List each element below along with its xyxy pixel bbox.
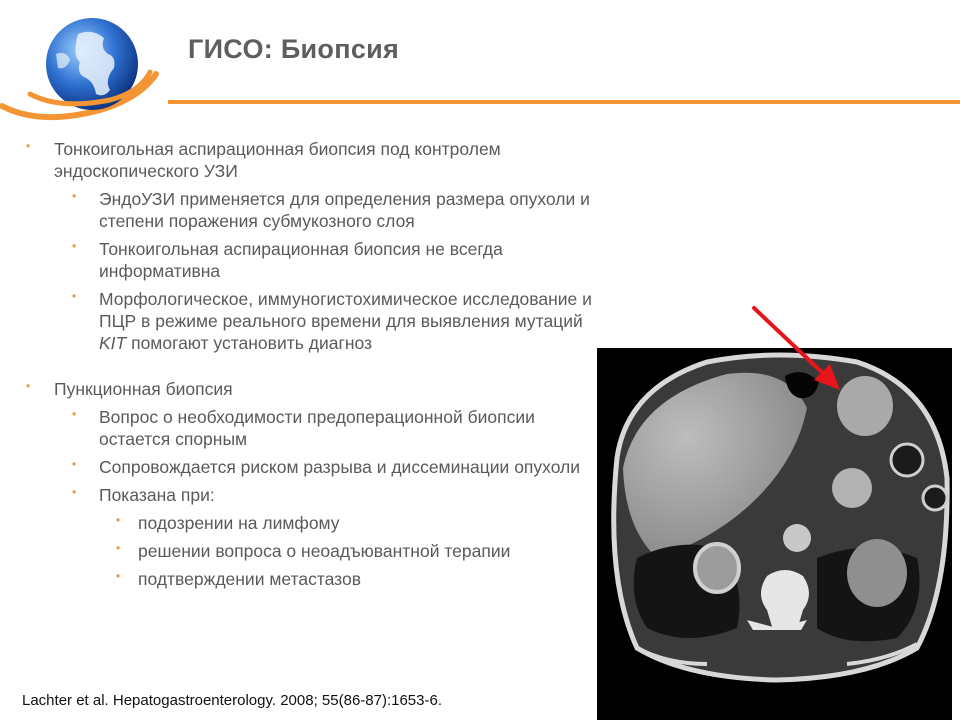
bullet-icon: • <box>26 379 31 393</box>
list-item <box>26 288 596 354</box>
list-item-text: подтверждении метастазов <box>138 569 362 589</box>
list-item-text: Тонкоигольная аспирационная биопсия не всегда информативна <box>99 239 503 281</box>
bullet-icon: • <box>72 407 77 421</box>
list-item-text: подозрении на лимфому <box>138 513 340 533</box>
list-item-text: Вопрос о необходимости предоперационной биопсии остается спорным <box>99 407 535 449</box>
list-item-text: Пункционная биопсия <box>54 379 233 399</box>
content-body <box>26 138 596 596</box>
list-item-text-before: Морфологическое, иммуногистохимическое исследование и ПЦР в режиме реального времени для выявления мутаций <box>99 289 592 331</box>
sub-list-item <box>26 568 596 590</box>
title-divider <box>168 100 960 104</box>
ct-scan-image <box>597 348 952 720</box>
list-item-text: ЭндоУЗИ применяется для определения размера опухоли и степени поражения субмукозного слоя <box>99 189 590 231</box>
list-item-text: Сопровождается риском разрыва и диссеминации опухоли <box>99 457 581 477</box>
bullet-icon: • <box>116 541 121 555</box>
citation: Lachter et al. Hepatogastroenterology. 2008; 55(86-87):1653-6. <box>22 692 442 709</box>
list-item <box>26 456 596 478</box>
bullet-list <box>26 138 596 590</box>
bullet-icon: • <box>72 239 77 253</box>
bullet-icon: • <box>26 139 31 153</box>
list-item <box>26 188 596 232</box>
bullet-icon: • <box>72 457 77 471</box>
list-item-text: Показана при: <box>99 485 215 505</box>
bullet-icon: • <box>72 189 77 203</box>
sub-list-item <box>26 512 596 534</box>
gene-name: KIT <box>99 333 127 353</box>
globe-logo-icon <box>0 14 160 124</box>
bullet-icon: • <box>116 513 121 527</box>
list-item-text-after: помогают установить диагноз <box>126 333 373 353</box>
list-item <box>26 484 596 506</box>
arrow-pointer-icon <box>740 298 850 398</box>
bullet-icon: • <box>116 569 121 583</box>
sub-list-item <box>26 540 596 562</box>
spacer <box>26 360 596 378</box>
bullet-icon: • <box>72 485 77 499</box>
list-item-text: решении вопроса о неоадъювантной терапии <box>138 541 511 561</box>
list-item <box>26 238 596 282</box>
list-item-text: Тонкоигольная аспирационная биопсия под контролем эндоскопического УЗИ <box>54 139 501 181</box>
list-item-section2 <box>26 378 596 400</box>
list-item-section1 <box>26 138 596 182</box>
bullet-icon: • <box>72 289 77 303</box>
list-item <box>26 406 596 450</box>
page-title: ГИСО: Биопсия <box>188 34 400 64</box>
